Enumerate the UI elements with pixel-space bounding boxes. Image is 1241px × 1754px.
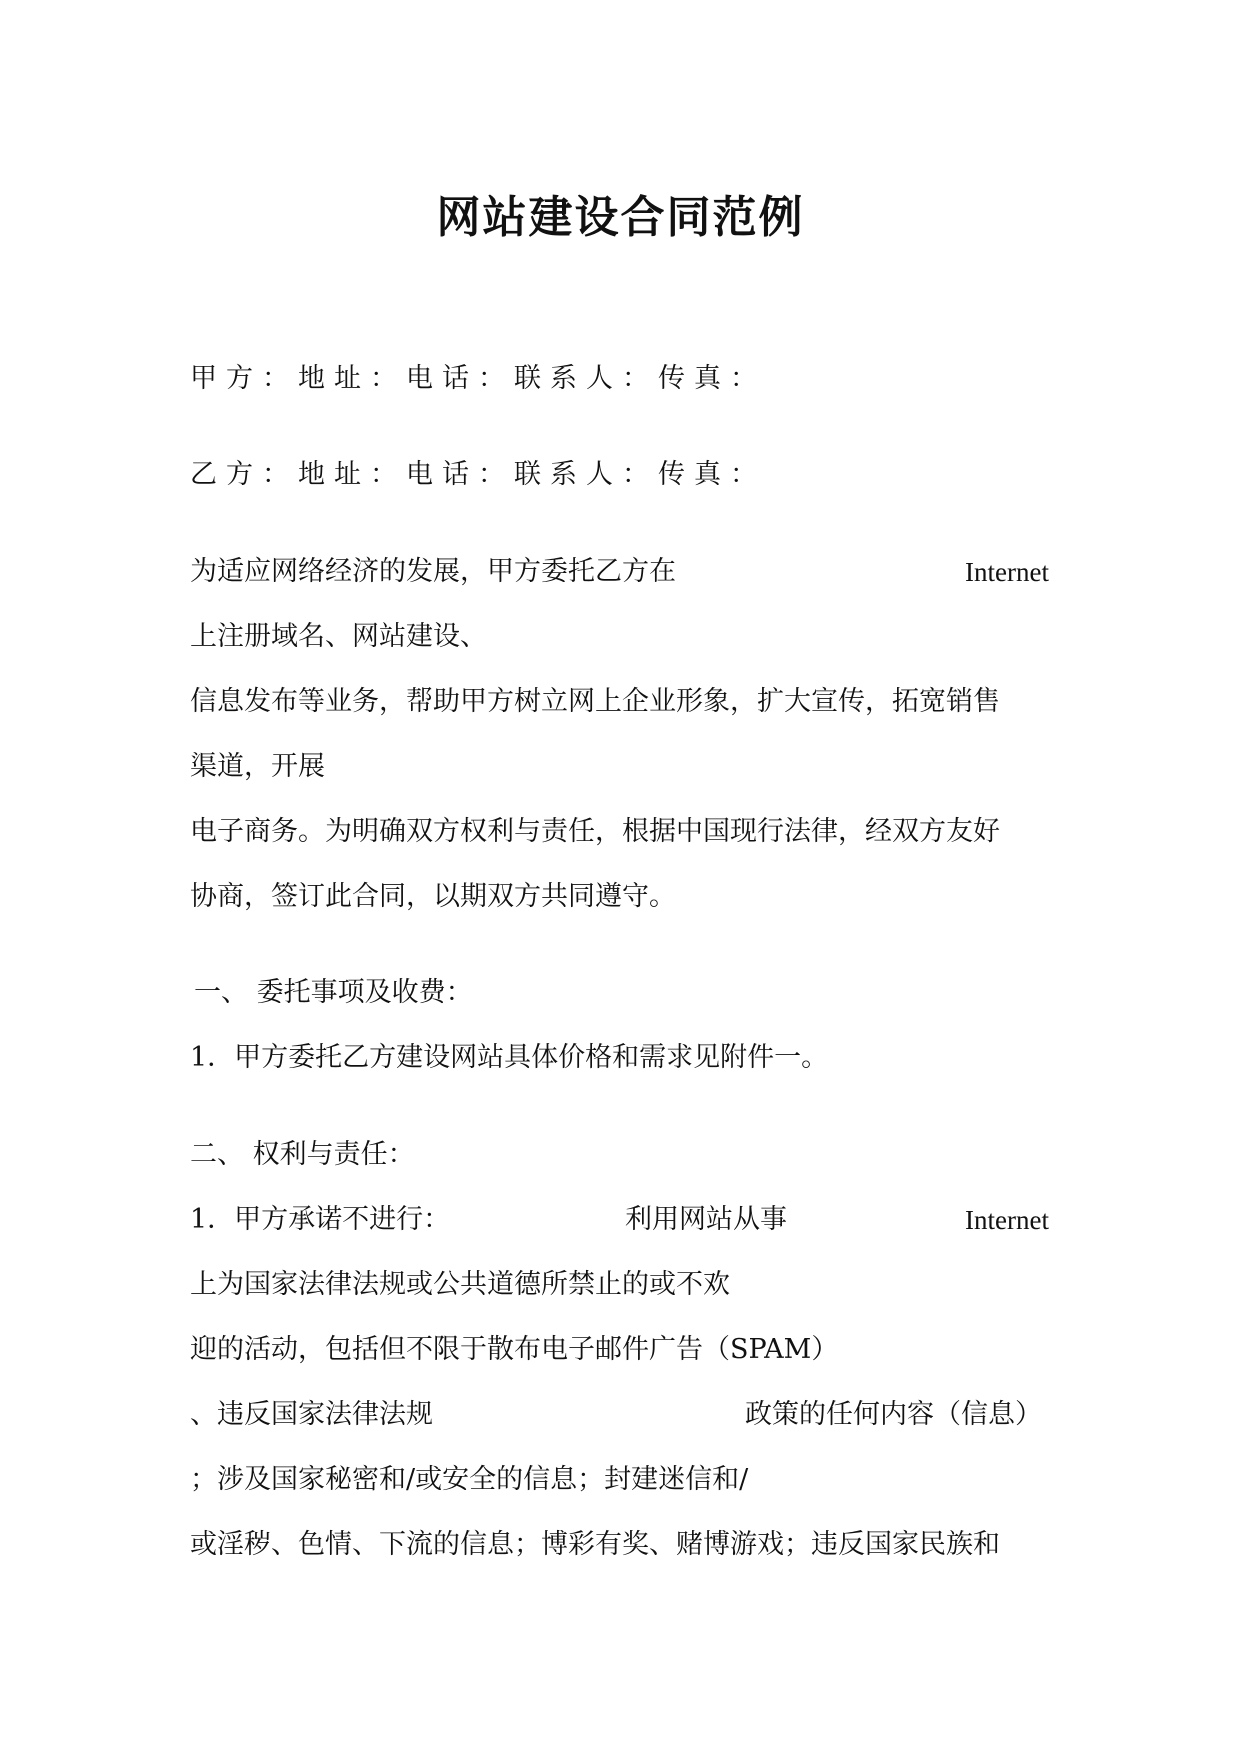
intro-line-4: 渠道，开展	[190, 751, 325, 782]
section-2-line-6: 或淫秽、色情、下流的信息；博彩有奖、赌博游戏；违反国家民族和	[190, 1529, 1000, 1560]
section-1-item-1: 1．甲方委托乙方建设网站具体价格和需求见附件一。	[190, 1042, 829, 1073]
intro-line-3: 信息发布等业务，帮助甲方树立网上企业形象，扩大宣传，拓宽销售	[190, 686, 1000, 717]
section-2-line-4-right: 政策的任何内容（信息）	[745, 1399, 1042, 1430]
section-2-item-1-left: 1．甲方承诺不进行：	[190, 1204, 451, 1235]
intro-line-1: 为适应网络经济的发展，甲方委托乙方在	[190, 556, 676, 587]
intro-line-2: 上注册域名、网站建设、	[190, 621, 487, 652]
section-2-internet-word: Internet	[965, 1205, 1049, 1235]
section-2-heading: 二、 权利与责任：	[190, 1139, 415, 1170]
intro-line-6: 协商，签订此合同，以期双方共同遵守。	[190, 881, 676, 912]
section-2-line-4-left: 、违反国家法律法规	[190, 1399, 433, 1430]
section-2-line-3: 迎的活动，包括但不限于散布电子邮件广告（SPAM）	[190, 1334, 839, 1365]
section-1-heading: 一、 委托事项及收费：	[194, 977, 473, 1008]
section-2-line-2: 上为国家法律法规或公共道德所禁止的或不欢	[190, 1269, 730, 1300]
party-b-line: 乙方：地址：电话：联系人：传真：	[190, 459, 766, 490]
intro-internet-word: Internet	[965, 557, 1049, 587]
section-2-item-1-mid: 利用网站从事	[625, 1204, 787, 1235]
section-2-line-5: ；涉及国家秘密和/或安全的信息；封建迷信和/	[190, 1464, 749, 1495]
party-a-line: 甲方：地址：电话：联系人：传真：	[190, 363, 766, 394]
intro-line-5: 电子商务。为明确双方权利与责任，根据中国现行法律，经双方友好	[190, 816, 1000, 847]
document-title: 网站建设合同范例	[436, 192, 805, 243]
